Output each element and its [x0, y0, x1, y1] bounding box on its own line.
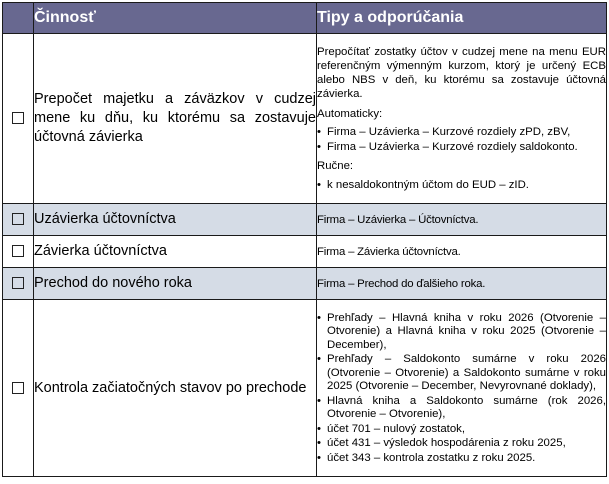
- header-check-column: [3, 3, 34, 34]
- tips-auto-list: [317, 125, 606, 154]
- tips-cell: [317, 300, 607, 477]
- table-row: [3, 268, 607, 300]
- checkbox-row-3[interactable]: [12, 245, 24, 257]
- list-item: • k nesaldokontným účtom do EUD – zID.: [317, 178, 606, 192]
- list-item: • Prehľady – Hlavná kniha v roku 2026 (Otvorenie – Otvorenie) a Hlavná kniha v roku 2025 (Otvorenie – December),: [317, 312, 606, 353]
- check-cell: [3, 204, 34, 236]
- tips-list: [317, 312, 606, 466]
- checkbox-row-2[interactable]: [12, 213, 24, 225]
- list-item: • Prehľady – Saldokonto sumárne v roku 2026 (Otvorenie – Otvorenie) a Saldokonto sumárne v roku 2025 (Otvorenie – December, Nevyrovnané doklady),: [317, 353, 606, 394]
- activity-cell: Kontrola začiatočných stavov po prechode: [34, 300, 317, 477]
- checkbox-row-4[interactable]: [12, 277, 24, 289]
- activity-cell: Závierka účtovníctva: [34, 236, 317, 268]
- activity-cell: Prechod do nového roka: [34, 268, 317, 300]
- tips-intro: Prepočítať zostatky účtov v cudzej mene na menu EUR referenčným výmenným kurzom, ktorý je určený ECB alebo NBS v deň, ku ktorému sa zostavuje účtovná závierka.: [317, 45, 606, 100]
- list-item: • Firma – Uzávierka – Kurzové rozdiely saldokonto.: [317, 140, 606, 154]
- closing-checklist-table: [2, 2, 607, 477]
- tips-cell: Firma – Uzávierka – Účtovníctva.: [317, 204, 607, 236]
- header-activity: Činnosť: [34, 3, 317, 34]
- check-cell: [3, 268, 34, 300]
- activity-cell: Prepočet majetku a záväzkov v cudzej mene ku dňu, ku ktorému sa zostavuje účtovná závierka: [34, 34, 317, 204]
- table-row: [3, 300, 607, 477]
- tips-auto-label: Automaticky:: [317, 107, 383, 120]
- list-item: • účet 343 – kontrola zostatku z roku 2025.: [317, 452, 606, 466]
- checkbox-row-1[interactable]: [12, 112, 24, 124]
- tips-manual-label: Ručne:: [317, 159, 354, 172]
- list-item: • Firma – Uzávierka – Kurzové rozdiely zPD, zBV,: [317, 125, 606, 139]
- check-cell: [3, 300, 34, 477]
- table-row: [3, 236, 607, 268]
- tips-cell: Firma – Prechod do ďalšieho roka.: [317, 268, 607, 300]
- activity-cell: Uzávierka účtovníctva: [34, 204, 317, 236]
- list-item: • účet 701 – nulový zostatok,: [317, 423, 606, 437]
- checkbox-row-5[interactable]: [12, 382, 24, 394]
- table-row: [3, 204, 607, 236]
- tips-cell: Firma – Závierka účtovníctva.: [317, 236, 607, 268]
- check-cell: [3, 236, 34, 268]
- table-header-row: [3, 3, 607, 34]
- tips-cell: [317, 34, 607, 204]
- list-item: • účet 431 – výsledok hospodárenia z roku 2025,: [317, 437, 606, 451]
- tips-manual-list: [317, 178, 606, 192]
- check-cell: [3, 34, 34, 204]
- table-row: [3, 34, 607, 204]
- header-tips: Tipy a odporúčania: [317, 3, 607, 34]
- list-item: • Hlavná kniha a Saldokonto sumárne (rok 2026, Otvorenie – Otvorenie),: [317, 395, 606, 422]
